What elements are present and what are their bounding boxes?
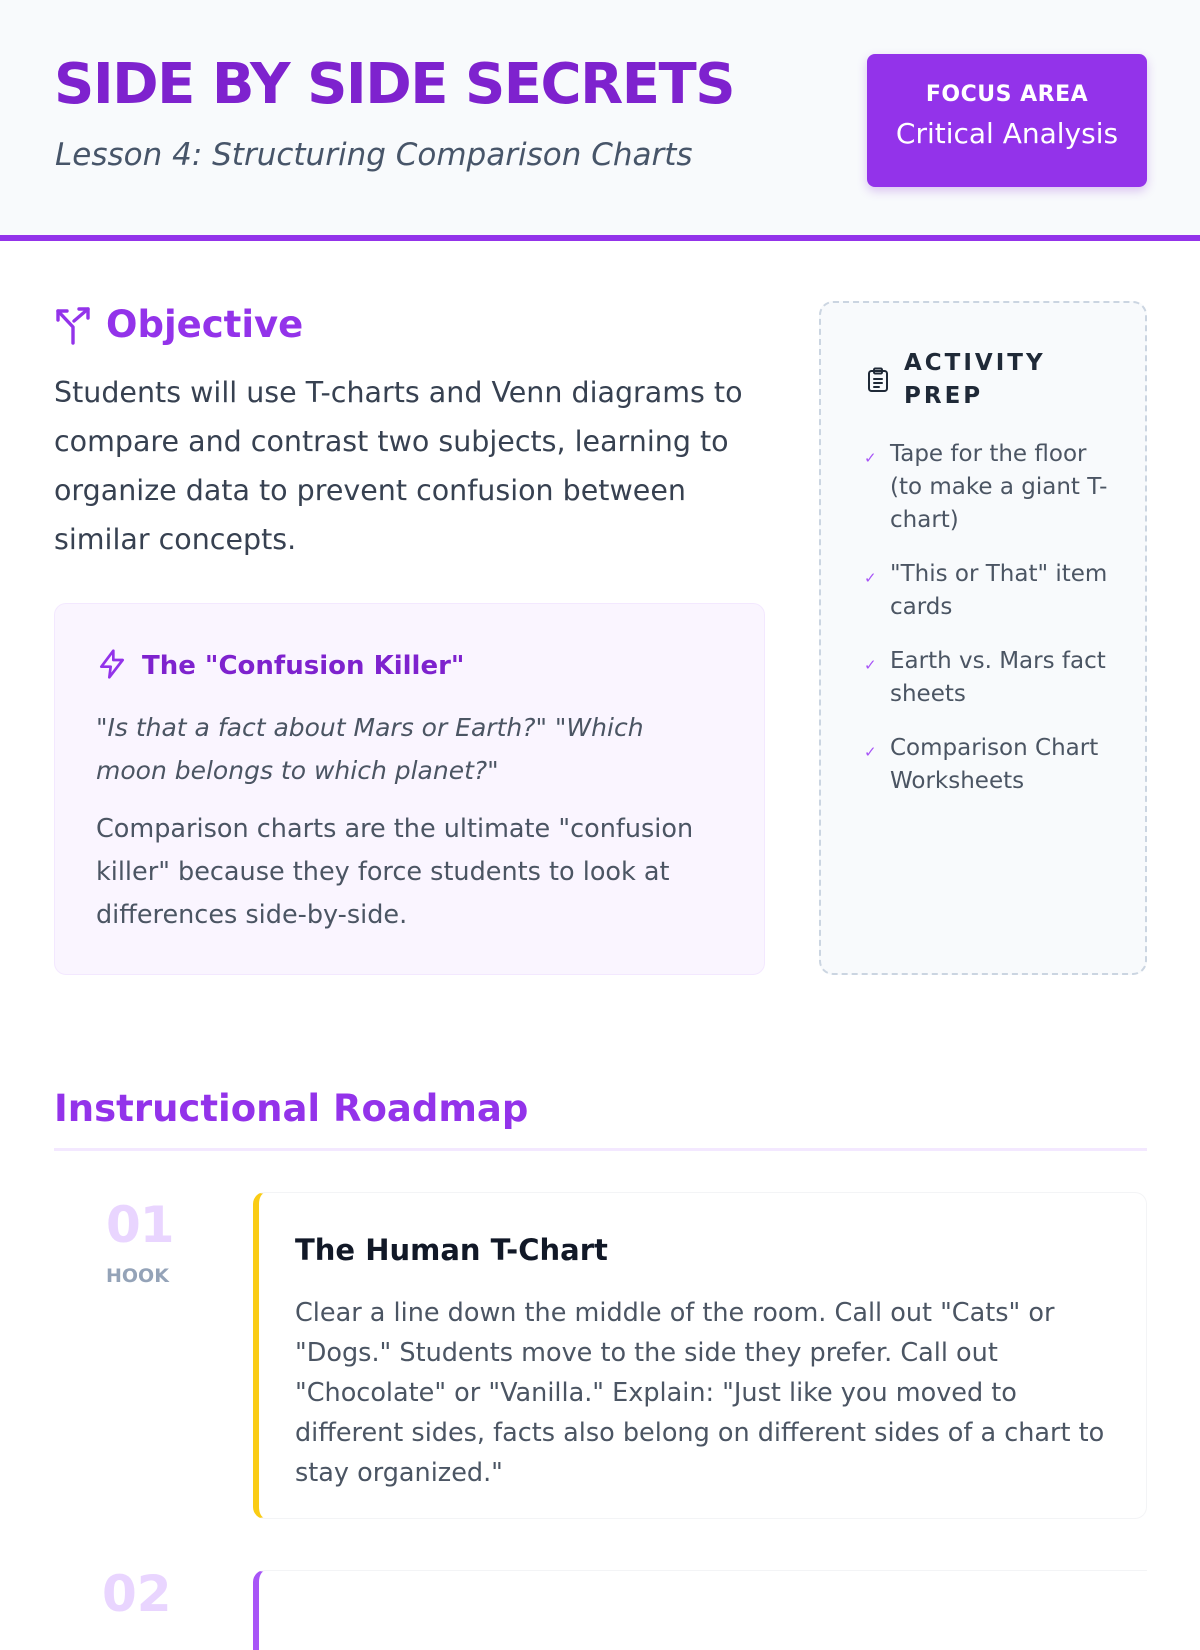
activity-prep-panel: [819, 301, 1147, 975]
prep-item-label: Earth vs. Mars fact sheets: [890, 648, 1106, 707]
prep-item-label: Tape for the floor (to make a giant T-chart): [890, 441, 1108, 533]
focus-area-value: Critical Analysis: [895, 117, 1119, 150]
activity-prep-list: [864, 438, 1124, 819]
callout-title: The "Confusion Killer": [142, 651, 465, 681]
clipboard-icon: [866, 347, 890, 397]
prep-item-label: "This or That" item cards: [890, 561, 1108, 620]
confusion-killer-callout: [54, 603, 765, 975]
step-card: [253, 1570, 1147, 1650]
activity-prep-title: ACTIVITY PREP: [904, 350, 1046, 409]
divider: [54, 1148, 1147, 1151]
activity-prep-heading: [866, 347, 1054, 413]
focus-area-label: FOCUS AREA: [925, 82, 1089, 107]
step-tag: HOOK: [106, 1265, 169, 1287]
step-body: Clear a line down the middle of the room. Call out "Cats" or "Dogs." Students move to the side they prefer. Call out "Chocolate" or "Vanilla." Explain: "Just like you moved to different sides, facts also belong on different sides of a chart to stay organized.": [295, 1298, 1105, 1488]
step-number: 02: [102, 1565, 172, 1623]
step-card: [253, 1192, 1147, 1519]
step-number: 01: [106, 1196, 174, 1254]
focus-area-badge: [867, 54, 1147, 187]
step-title: The Human T-Chart: [295, 1233, 608, 1267]
list-item: [864, 645, 1124, 711]
objective-title: Objective: [106, 303, 304, 346]
objective-heading: [54, 303, 303, 346]
check-icon: ✓: [864, 449, 877, 467]
lightning-icon: [96, 648, 128, 684]
split-arrows-icon: [54, 305, 92, 345]
objective-text: Students will use T-charts and Venn diagrams to compare and contrast two subjects, learning to organize data to prevent confusion between similar concepts.: [54, 376, 743, 556]
list-item: [864, 438, 1124, 537]
roadmap-title: Instructional Roadmap: [54, 1087, 529, 1130]
callout-quote: "Is that a fact about Mars or Earth?" "Which moon belongs to which planet?": [96, 713, 644, 785]
list-item: [864, 732, 1124, 798]
callout-body: Comparison charts are the ultimate "confusion killer" because they force students to look at differences side-by-side.: [96, 814, 694, 930]
page-header: [0, 0, 1200, 241]
prep-item-label: Comparison Chart Worksheets: [890, 735, 1099, 794]
check-icon: ✓: [864, 569, 877, 587]
page-title: SIDE BY SIDE SECRETS: [54, 52, 735, 117]
callout-heading: [96, 648, 464, 684]
list-item: [864, 558, 1124, 624]
check-icon: ✓: [864, 743, 877, 761]
check-icon: ✓: [864, 656, 877, 674]
lesson-subtitle: Lesson 4: Structuring Comparison Charts: [55, 137, 693, 173]
